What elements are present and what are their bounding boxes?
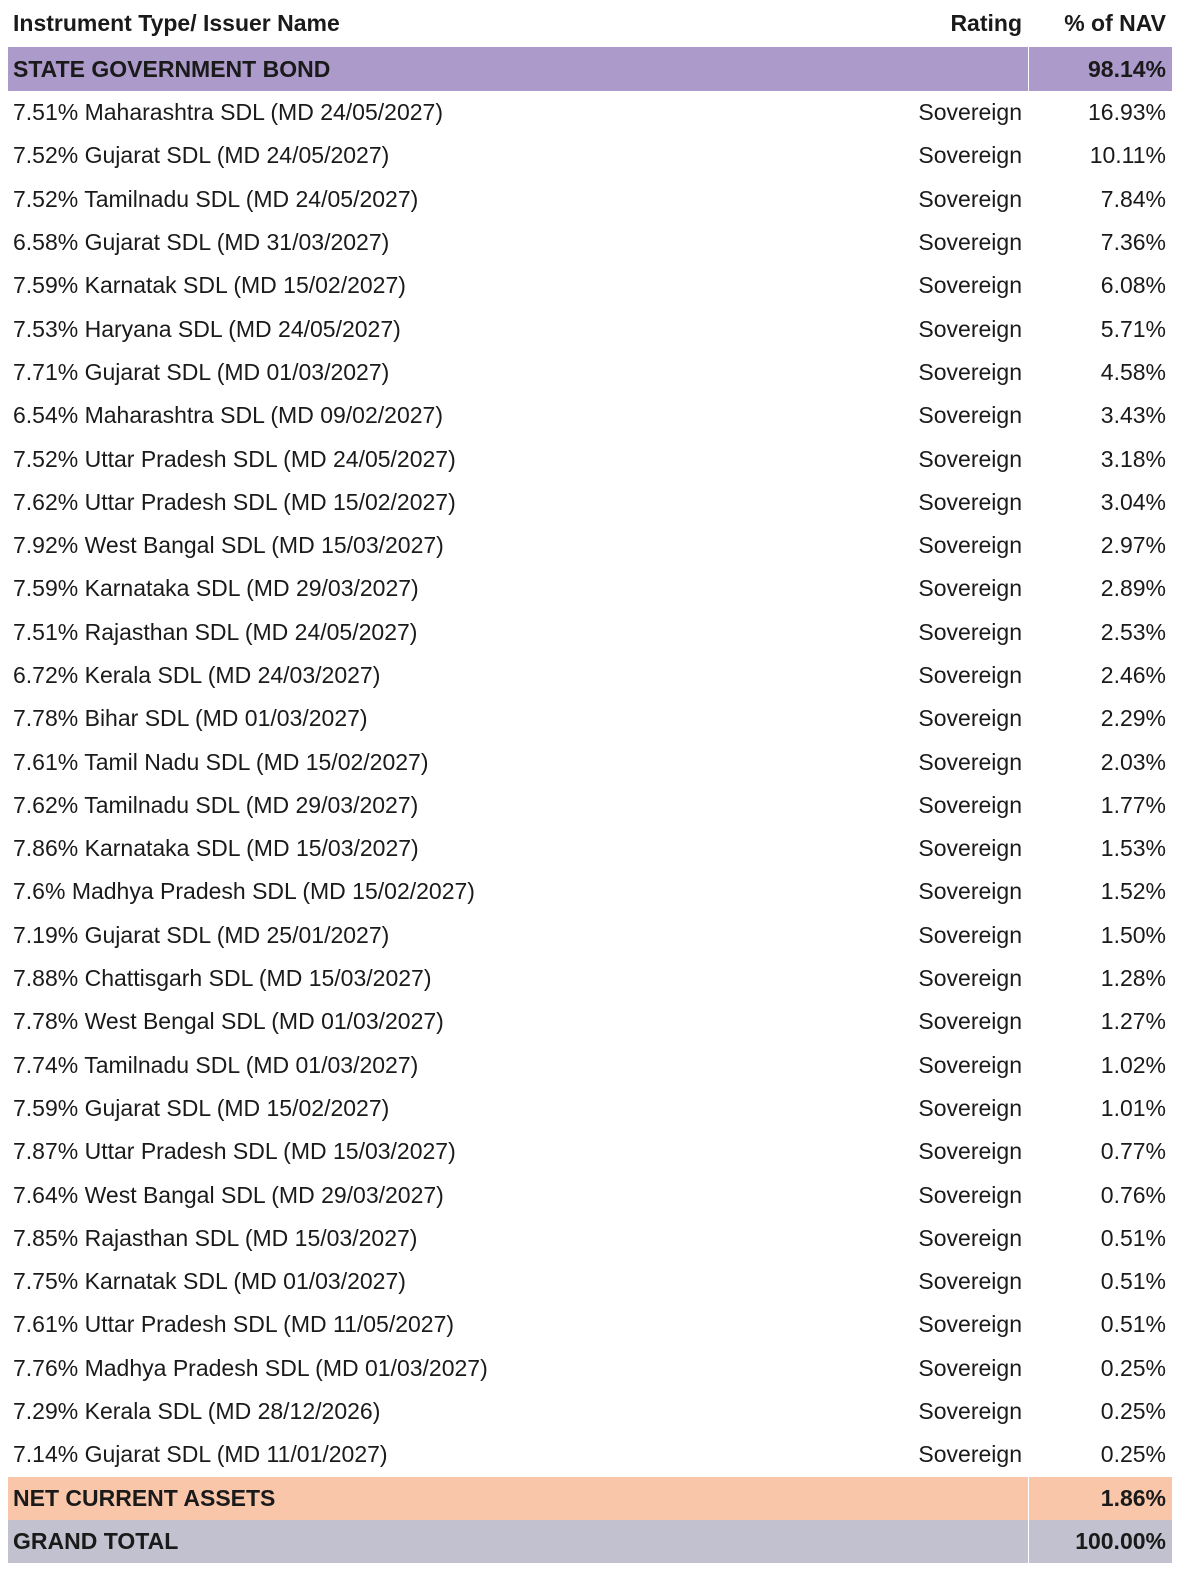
instrument-name: 7.88% Chattisgarh SDL (MD 15/03/2027) — [13, 965, 432, 992]
table-row — [8, 1217, 1172, 1260]
nav-percent: 4.58% — [1100, 358, 1166, 385]
instrument-name: 7.59% Gujarat SDL (MD 15/02/2027) — [13, 1094, 390, 1121]
instrument-name: 6.54% Maharashtra SDL (MD 09/02/2027) — [13, 402, 443, 429]
rating-value: Sovereign — [918, 272, 1022, 299]
table-row — [8, 1130, 1172, 1173]
table-row — [8, 567, 1172, 610]
section-nav: 98.14% — [1028, 47, 1172, 91]
instrument-name: 7.29% Kerala SDL (MD 28/12/2026) — [13, 1398, 381, 1425]
instrument-name: 7.52% Gujarat SDL (MD 24/05/2027) — [13, 142, 390, 169]
nav-percent: 5.71% — [1100, 315, 1166, 342]
table-header — [8, 0, 1172, 47]
nav-percent: 0.51% — [1100, 1311, 1166, 1338]
rating-value: Sovereign — [918, 1398, 1022, 1425]
rating-value: Sovereign — [918, 921, 1022, 948]
table-row — [8, 957, 1172, 1000]
instrument-name: 7.59% Karnatak SDL (MD 15/02/2027) — [13, 272, 406, 299]
nav-percent: 1.02% — [1100, 1051, 1166, 1078]
rating-value: Sovereign — [918, 1311, 1022, 1338]
table-row — [8, 697, 1172, 740]
nav-percent: 10.11% — [1089, 142, 1166, 169]
table-row — [8, 134, 1172, 177]
rating-value: Sovereign — [918, 1181, 1022, 1208]
instrument-name: 7.14% Gujarat SDL (MD 11/01/2027) — [13, 1441, 388, 1468]
nav-percent: 1.77% — [1100, 791, 1166, 818]
instrument-name: 7.78% West Bengal SDL (MD 01/03/2027) — [13, 1008, 444, 1035]
nav-percent: 1.28% — [1100, 965, 1166, 992]
instrument-name: 7.62% Uttar Pradesh SDL (MD 15/02/2027) — [13, 488, 456, 515]
nav-percent: 3.04% — [1100, 488, 1166, 515]
holding-rows — [8, 91, 1172, 1477]
instrument-name: 7.64% West Bangal SDL (MD 29/03/2027) — [13, 1181, 444, 1208]
nav-percent: 1.50% — [1100, 921, 1166, 948]
nav-percent: 0.77% — [1100, 1138, 1166, 1165]
instrument-name: 7.51% Rajasthan SDL (MD 24/05/2027) — [13, 618, 418, 645]
section-rating — [828, 47, 1028, 91]
rating-value: Sovereign — [918, 445, 1022, 472]
table-row — [8, 1347, 1172, 1390]
rating-value: Sovereign — [918, 1051, 1022, 1078]
instrument-name: 7.52% Tamilnadu SDL (MD 24/05/2027) — [13, 185, 419, 212]
nav-percent: 2.53% — [1100, 618, 1166, 645]
instrument-name: 7.74% Tamilnadu SDL (MD 01/03/2027) — [13, 1051, 419, 1078]
rating-value: Sovereign — [918, 1224, 1022, 1251]
table-row — [8, 481, 1172, 524]
rating-value: Sovereign — [918, 358, 1022, 385]
table-row — [8, 91, 1172, 134]
nav-percent: 1.52% — [1100, 878, 1166, 905]
rating-value: Sovereign — [918, 1094, 1022, 1121]
instrument-name: 7.75% Karnatak SDL (MD 01/03/2027) — [13, 1268, 406, 1295]
grand-total-nav: 100.00% — [1028, 1520, 1172, 1563]
table-row — [8, 524, 1172, 567]
nav-percent: 16.93% — [1087, 99, 1166, 126]
nav-percent: 2.97% — [1100, 532, 1166, 559]
table-row — [8, 1087, 1172, 1130]
instrument-name: 7.78% Bihar SDL (MD 01/03/2027) — [13, 705, 368, 732]
rating-value: Sovereign — [918, 1008, 1022, 1035]
rating-value: Sovereign — [918, 1354, 1022, 1381]
instrument-name: 7.52% Uttar Pradesh SDL (MD 24/05/2027) — [13, 445, 456, 472]
header-rating: Rating — [950, 10, 1022, 36]
instrument-name: 7.51% Maharashtra SDL (MD 24/05/2027) — [13, 99, 443, 126]
nav-percent: 0.25% — [1100, 1354, 1166, 1381]
net-current-assets-row — [8, 1477, 1172, 1520]
instrument-name: 7.53% Haryana SDL (MD 24/05/2027) — [13, 315, 401, 342]
nav-percent: 2.03% — [1100, 748, 1166, 775]
instrument-name: 6.72% Kerala SDL (MD 24/03/2027) — [13, 662, 381, 688]
instrument-name: 7.59% Karnataka SDL (MD 29/03/2027) — [13, 575, 419, 602]
rating-value: Sovereign — [918, 878, 1022, 905]
rating-value: Sovereign — [918, 229, 1022, 256]
nca-name: NET CURRENT ASSETS — [13, 1484, 276, 1511]
rating-value: Sovereign — [918, 185, 1022, 212]
table-row — [8, 870, 1172, 913]
table-row — [8, 1260, 1172, 1303]
instrument-name: 7.61% Tamil Nadu SDL (MD 15/02/2027) — [13, 748, 429, 775]
rating-value: Sovereign — [918, 1268, 1022, 1295]
nav-percent: 2.89% — [1100, 575, 1166, 602]
nav-percent: 0.76% — [1100, 1181, 1166, 1208]
header-instrument: Instrument Type/ Issuer Name — [13, 10, 340, 36]
nav-percent: 3.43% — [1100, 402, 1166, 429]
table-row — [8, 394, 1172, 437]
rating-value: Sovereign — [918, 532, 1022, 559]
table-row — [8, 654, 1172, 697]
nav-percent: 2.29% — [1100, 705, 1166, 732]
header-nav: % of NAV — [1064, 10, 1166, 36]
nav-percent: 7.36% — [1100, 229, 1166, 256]
table-row — [8, 178, 1172, 221]
nav-percent: 0.25% — [1100, 1441, 1166, 1468]
nca-nav: 1.86% — [1028, 1477, 1172, 1520]
rating-value: Sovereign — [918, 965, 1022, 992]
table-row — [8, 351, 1172, 394]
table-row — [8, 611, 1172, 654]
nav-percent: 6.08% — [1100, 272, 1166, 299]
rating-value: Sovereign — [918, 1138, 1022, 1165]
nav-percent: 1.53% — [1100, 835, 1166, 862]
table-row — [8, 437, 1172, 480]
grand-total-row — [8, 1520, 1172, 1563]
table-row — [8, 1044, 1172, 1087]
holdings-table — [8, 0, 1172, 1563]
instrument-name: 7.76% Madhya Pradesh SDL (MD 01/03/2027) — [13, 1354, 488, 1381]
table-row — [8, 827, 1172, 870]
rating-value: Sovereign — [918, 705, 1022, 732]
instrument-name: 7.62% Tamilnadu SDL (MD 29/03/2027) — [13, 791, 419, 818]
table-row — [8, 914, 1172, 957]
rating-value: Sovereign — [918, 575, 1022, 602]
table-row — [8, 1390, 1172, 1433]
instrument-name: 7.19% Gujarat SDL (MD 25/01/2027) — [13, 921, 390, 948]
table-row — [8, 1433, 1172, 1476]
instrument-name: 7.85% Rajasthan SDL (MD 15/03/2027) — [13, 1224, 418, 1251]
rating-value: Sovereign — [918, 835, 1022, 862]
table-row — [8, 221, 1172, 264]
rating-value: Sovereign — [918, 488, 1022, 515]
instrument-name: 7.6% Madhya Pradesh SDL (MD 15/02/2027) — [13, 878, 475, 905]
rating-value: Sovereign — [918, 618, 1022, 645]
table-row — [8, 264, 1172, 307]
instrument-name: 7.87% Uttar Pradesh SDL (MD 15/03/2027) — [13, 1138, 456, 1165]
rating-value: Sovereign — [918, 315, 1022, 342]
rating-value: Sovereign — [918, 1441, 1022, 1468]
table-row — [8, 740, 1172, 783]
rating-value: Sovereign — [918, 662, 1022, 688]
section-name: STATE GOVERNMENT BOND — [13, 55, 331, 82]
rating-value: Sovereign — [918, 791, 1022, 818]
rating-value: Sovereign — [918, 99, 1022, 126]
table-row — [8, 1303, 1172, 1346]
instrument-name: 7.86% Karnataka SDL (MD 15/03/2027) — [13, 835, 419, 862]
nav-percent: 3.18% — [1100, 445, 1166, 472]
nav-percent: 2.46% — [1100, 662, 1166, 688]
nca-rating — [828, 1477, 1028, 1520]
instrument-name: 7.71% Gujarat SDL (MD 01/03/2027) — [13, 358, 390, 385]
instrument-name: 7.61% Uttar Pradesh SDL (MD 11/05/2027) — [13, 1311, 455, 1338]
nav-percent: 0.51% — [1100, 1224, 1166, 1251]
nav-percent: 7.84% — [1100, 185, 1166, 212]
instrument-name: 7.92% West Bangal SDL (MD 15/03/2027) — [13, 532, 444, 559]
nav-percent: 1.01% — [1100, 1094, 1166, 1121]
rating-value: Sovereign — [918, 748, 1022, 775]
nav-percent: 1.27% — [1100, 1008, 1166, 1035]
table-row — [8, 307, 1172, 350]
nav-percent: 0.51% — [1100, 1268, 1166, 1295]
rating-value: Sovereign — [918, 402, 1022, 429]
grand-total-name: GRAND TOTAL — [13, 1527, 179, 1554]
section-row-state-government-bond — [8, 47, 1172, 91]
table-row — [8, 1000, 1172, 1043]
table-row — [8, 784, 1172, 827]
grand-total-rating — [828, 1520, 1028, 1563]
table-row — [8, 1173, 1172, 1216]
rating-value: Sovereign — [918, 142, 1022, 169]
instrument-name: 6.58% Gujarat SDL (MD 31/03/2027) — [13, 229, 390, 256]
nav-percent: 0.25% — [1100, 1398, 1166, 1425]
